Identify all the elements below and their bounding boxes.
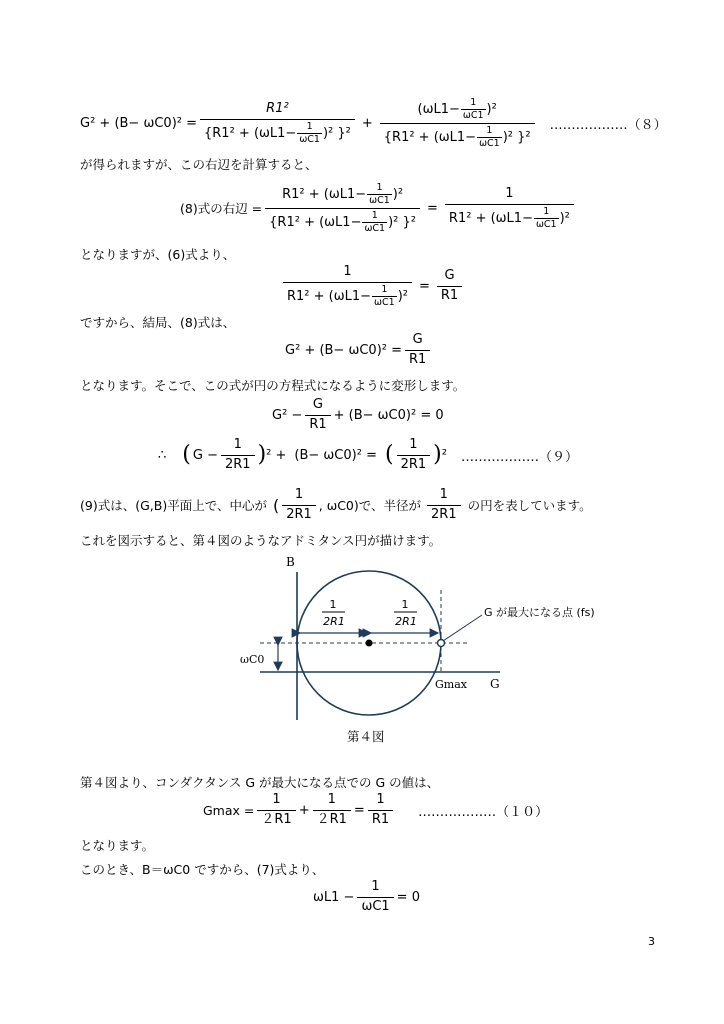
text-line-2: となりますが、(6)式より、 (80, 247, 236, 262)
line5-a: (9)式は、(G,B)平面上で、中心が (80, 498, 267, 514)
eq9-den2: 2R1 (397, 455, 431, 473)
small-den: ωC1 (374, 296, 395, 308)
figure-caption: 第４図 (347, 729, 385, 744)
wc0-label: ωC0 (240, 653, 265, 666)
text-line-8: となります。 (80, 838, 155, 853)
rhs-den2-b: )² (559, 210, 570, 226)
eq10-lhs: Gmax = (203, 802, 255, 818)
eqg2-a: G² − (272, 407, 303, 423)
eqg-lhs: G² + (B− ωC0)² = (285, 342, 402, 358)
small-one: 1 (381, 283, 388, 295)
b-axis-label: B (286, 555, 295, 569)
small-den: ωC1 (364, 222, 386, 234)
text-line-6: これを図示すると、第４図のようなアドミタンス円が描けます。 (80, 533, 442, 548)
eq10-d3: R1 (368, 810, 393, 828)
small-den: ωC1 (535, 218, 557, 230)
eq10-n3: 1 (376, 792, 385, 807)
eq9-sq2: ² (441, 447, 447, 463)
equation-10 (203, 793, 548, 828)
gmax-label: Gmax (435, 678, 467, 691)
rhs-den2-a: R1² + (ωL1− (448, 210, 533, 226)
frac-den-right: 2R1 (395, 615, 417, 628)
eq8-frac2 (380, 98, 535, 149)
eqlast-den: ωC1 (357, 897, 393, 915)
eq6-rden: R1 (437, 286, 462, 304)
equation-9 (158, 438, 578, 473)
equation-6 (280, 265, 465, 308)
small-den: ωC1 (369, 194, 390, 206)
eq8-num1: R1² (266, 101, 289, 116)
rhs-frac2 (445, 187, 574, 230)
eqg2-frac (305, 398, 330, 433)
eq6-den-a: R1² + (ωL1− (287, 288, 372, 304)
small-one: 1 (486, 124, 493, 136)
rhs-den-b: )² }² (388, 214, 417, 230)
eq8-number: ………………（８） (549, 117, 667, 133)
eq8-den2a: {R1² + (ωL1− (383, 129, 477, 145)
eq10-equals: = (353, 802, 365, 818)
eqg-frac (405, 333, 430, 368)
line5-num1: 1 (294, 487, 304, 502)
eq6-frac (283, 265, 412, 308)
frac-den-left: 2R1 (323, 615, 345, 628)
text-line-5 (80, 488, 592, 523)
text-line-7: 第４図より、コンダクタンス G が最大になる点での G の値は、 (80, 775, 440, 790)
eq9-den1: 2R1 (221, 455, 255, 473)
small-one: 1 (306, 120, 313, 132)
frac-num-right: 1 (401, 598, 409, 611)
equation-8 (80, 98, 667, 149)
therefore-sign: ∴ (158, 447, 167, 463)
eq8-frac1 (200, 102, 355, 145)
text-line-9: このとき、B＝ωC0 ですから、(7)式より、 (80, 862, 325, 877)
eq9-rparen2: ) (433, 442, 442, 468)
line5-den1: 2R1 (282, 505, 316, 523)
eqlast-num: 1 (371, 879, 380, 894)
text-line-3: ですから、結局、(8)式は、 (80, 315, 236, 330)
eqg-den: R1 (405, 350, 430, 368)
eq9-frac2 (397, 438, 431, 473)
eq9-lparen: ( (182, 442, 191, 468)
eq6-den-b: )² (397, 288, 408, 304)
eq6-rnum: G (444, 268, 455, 283)
eqg2-num: G (312, 397, 323, 412)
eq10-number: ………………（１０） (418, 804, 549, 820)
line5-den2: 2R1 (427, 505, 461, 523)
line5-num2: 1 (439, 487, 448, 502)
eq9-g: G − (192, 447, 218, 463)
rhs-num-a: R1² + (ωL1− (282, 186, 367, 202)
small-den: ωC1 (299, 133, 320, 145)
equation-g (285, 333, 433, 368)
eq10-n1: 1 (272, 792, 281, 807)
admittance-circle-figure (230, 550, 595, 750)
small-one: 1 (543, 205, 550, 217)
circle-center-dot (366, 640, 373, 647)
line5-frac2 (427, 488, 461, 523)
eq6-rfrac (437, 269, 462, 304)
eq9-sq: ² + (266, 447, 287, 463)
eq8-den1b: )² }² (322, 125, 351, 141)
small-one: 1 (470, 97, 477, 108)
eqlast-b: = 0 (396, 889, 420, 905)
small-den: ωC1 (462, 109, 484, 121)
eq10-frac3 (368, 793, 393, 828)
eq6-num: 1 (343, 264, 352, 279)
rhs-den-a: {R1² + (ωL1− (269, 214, 362, 230)
eq10-n2: 1 (327, 792, 336, 807)
text-line-1: が得られますが、この右辺を計算すると、 (80, 157, 318, 172)
eq6-equals: = (418, 278, 430, 294)
rhs-num-b: )² (392, 186, 404, 202)
small-one: 1 (376, 182, 383, 193)
eq9-frac1 (221, 438, 255, 473)
eq9-num1: 1 (233, 437, 242, 452)
eq10-plus: + (298, 802, 310, 818)
eq8-den2b: )² }² (502, 129, 531, 145)
eqg2-b: + (B− ωC0)² = 0 (333, 407, 444, 423)
eq9-num2: 1 (409, 437, 418, 452)
eq10-d1: ２R1 (257, 810, 295, 828)
eq10-frac2 (313, 793, 351, 828)
annotation-leader-line (443, 615, 482, 641)
rhs-num2: 1 (505, 186, 514, 201)
page-number: 3 (648, 935, 655, 948)
eqg2-den: R1 (305, 415, 330, 433)
rhs-equals: = (427, 200, 438, 216)
eq8-plus: + (361, 115, 373, 131)
eq9-lparen2: ( (384, 442, 394, 468)
small-one: 1 (371, 209, 378, 221)
eq9-rparen: ) (257, 442, 267, 468)
equation-last (313, 880, 420, 915)
eq8-den1a: {R1² + (ωL1− (204, 125, 297, 141)
eq10-d2: ２R1 (313, 810, 351, 828)
eq8-lhs: G² + (B− ωC0)² = (80, 115, 197, 131)
rhs-label: (8)式の右辺 = (180, 201, 263, 217)
eq9-mid: (B− ωC0)² = (294, 447, 377, 463)
g-axis-label: G (490, 677, 500, 691)
eq10-frac1 (257, 793, 295, 828)
frac-num-left: 1 (329, 598, 337, 611)
line5-b: の円を表しています。 (467, 498, 592, 514)
rhs-frac1 (265, 183, 420, 234)
eqg-num: G (412, 332, 423, 347)
eq8-num2a: (ωL1− (417, 101, 460, 117)
eq8-num2b: )² (486, 101, 497, 117)
equation-rhs (180, 183, 577, 234)
small-den: ωC1 (479, 137, 500, 149)
text-line-4: となります。そこで、この式が円の方程式になるように変形します。 (80, 378, 466, 393)
line5-frac1 (282, 488, 316, 523)
eqlast-a: ωL1 − (313, 889, 355, 905)
eqlast-frac (357, 880, 393, 915)
equation-g2 (272, 398, 444, 433)
eq9-number: ………………（９） (460, 449, 578, 465)
line5-lparen: ( (272, 495, 280, 515)
gmax-annotation: G が最大になる点 (fs) (484, 606, 595, 619)
line5-mid: , ωC0)で、半径が (318, 498, 422, 514)
